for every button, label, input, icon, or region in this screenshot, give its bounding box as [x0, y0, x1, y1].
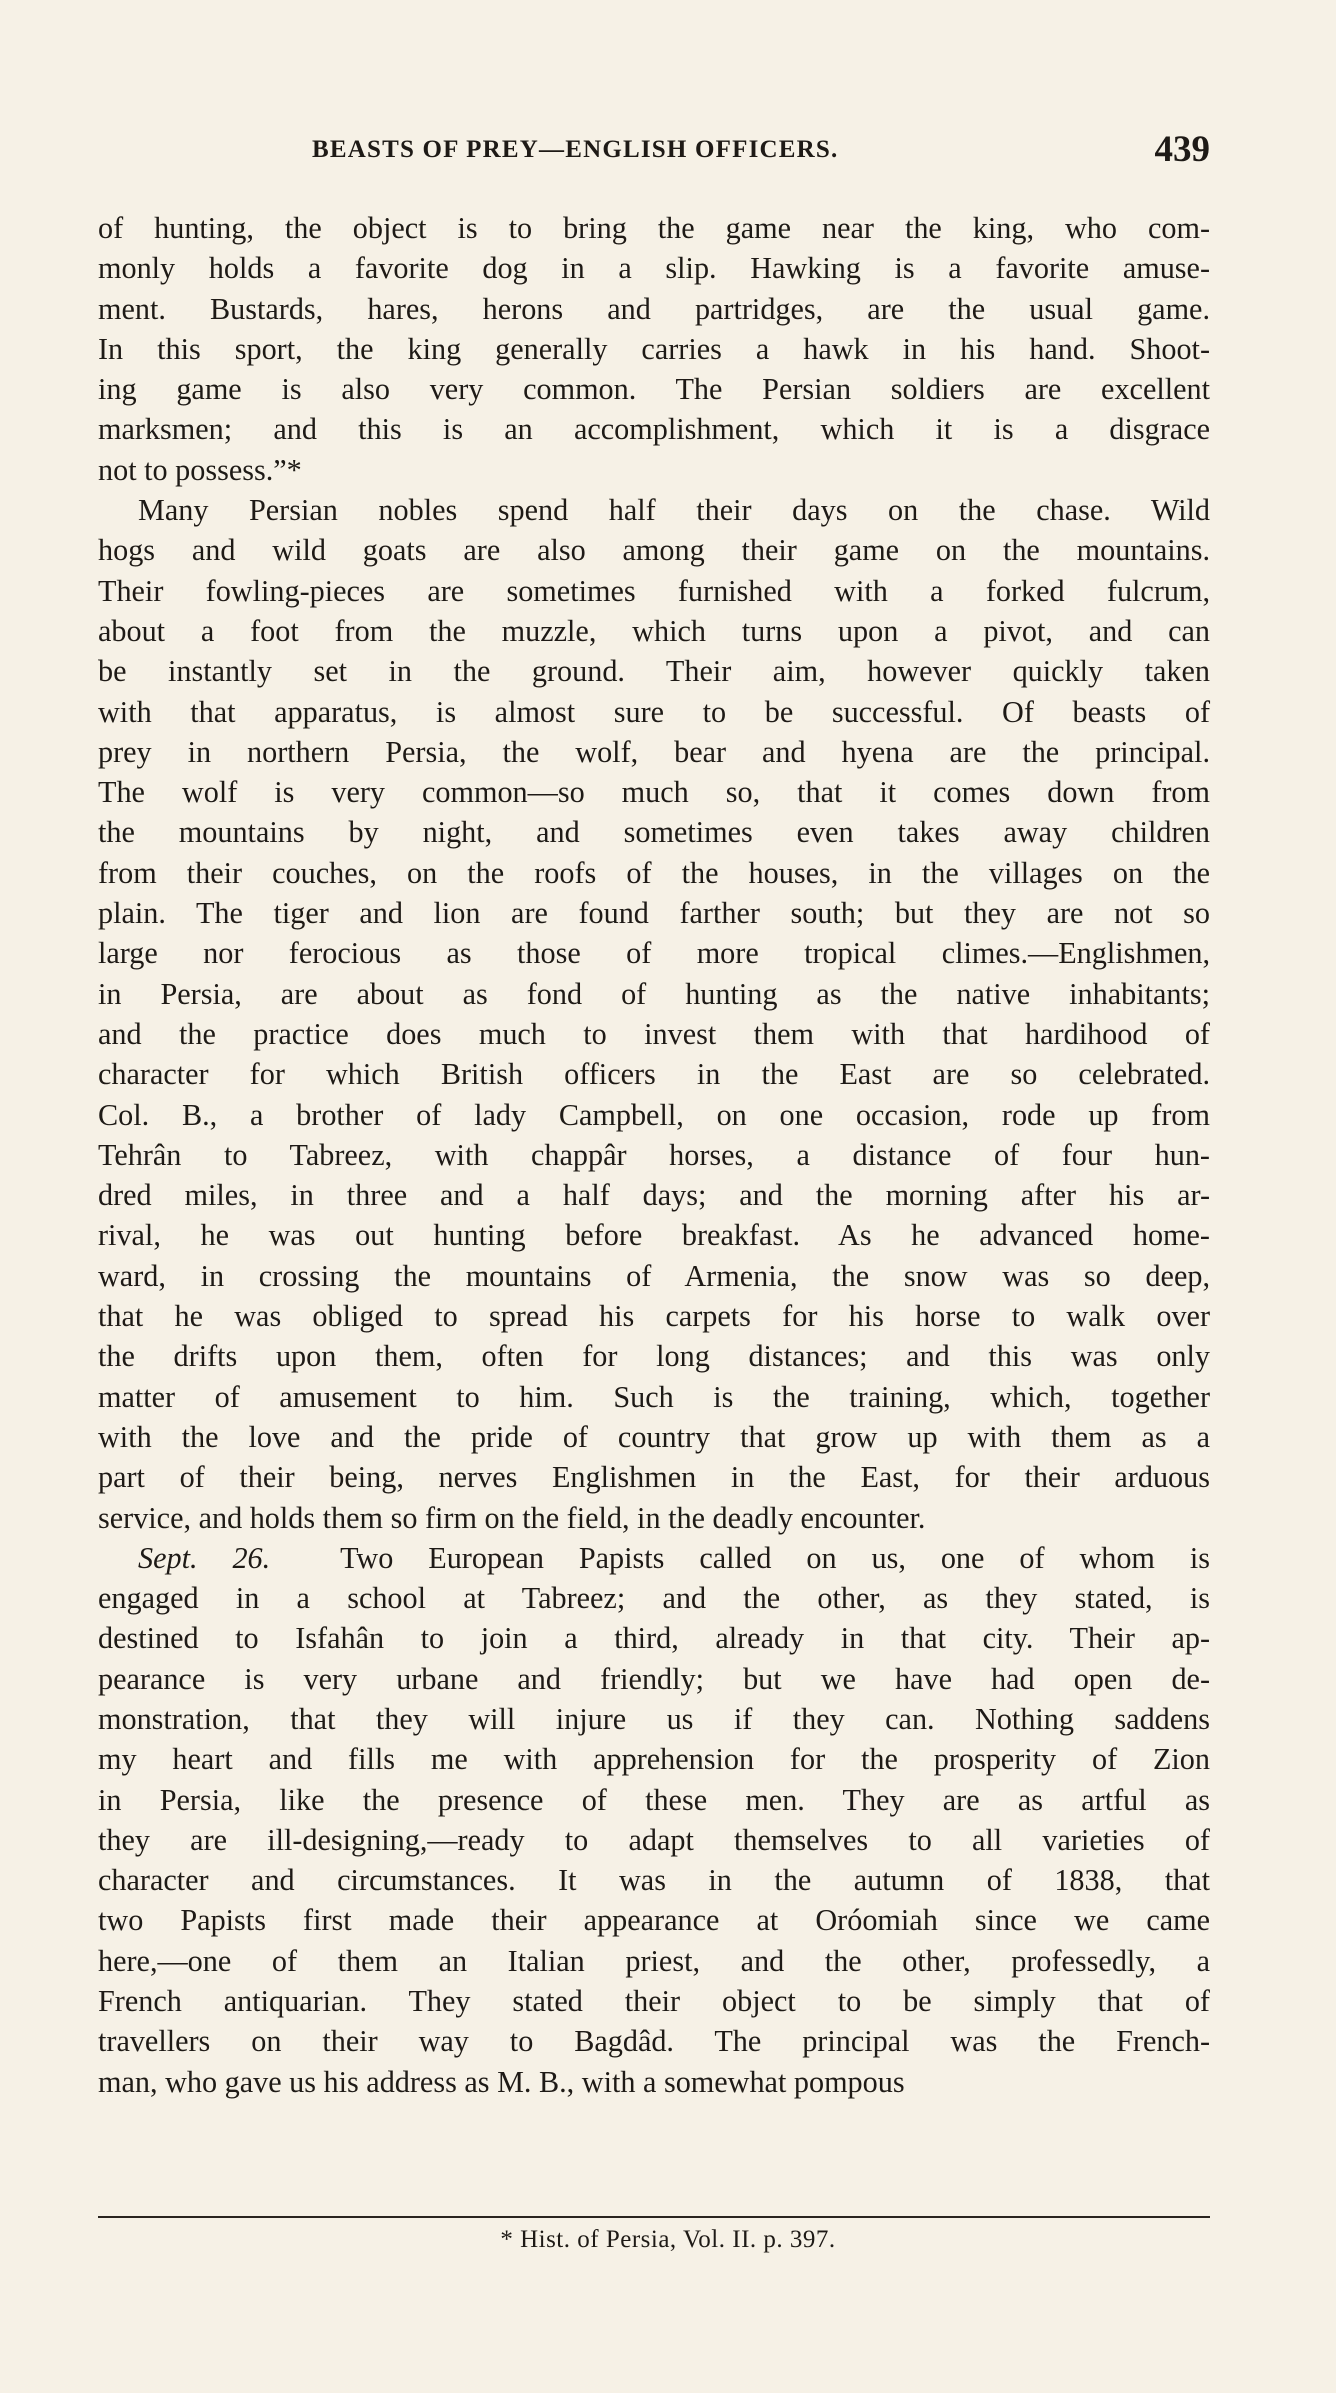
text-line: about a foot from the muzzle, which turns upon a pivot, and can — [98, 613, 1210, 648]
text-line: be instantly set in the ground. Their aim, however quickly taken — [98, 654, 1210, 689]
text-line: Many Persian nobles spend half their days on the chase. Wild — [138, 493, 1210, 528]
text-line: marksmen; and this is an accomplishment, which it is a disgrace — [98, 412, 1210, 447]
text-line: in Persia, like the presence of these men. They are as artful as — [98, 1782, 1210, 1817]
text-line: service, and holds them so firm on the field, in the deadly encounter. — [98, 1500, 926, 1535]
body-text — [98, 208, 1210, 2102]
text-line: from their couches, on the roofs of the houses, in the villages on the — [98, 855, 1210, 890]
text-line: travellers on their way to Bagdâd. The principal was the French- — [98, 2024, 1210, 2059]
text-line: prey in northern Persia, the wolf, bear and hyena are the principal. — [98, 734, 1210, 769]
text-line: matter of amusement to him. Such is the training, which, together — [98, 1379, 1210, 1414]
text-line: in Persia, are about as fond of hunting as the native inhabitants; — [98, 976, 1210, 1011]
text-line: Col. B., a brother of lady Campbell, on one occasion, rode up from — [98, 1097, 1210, 1132]
text-line: of hunting, the object is to bring the game near the king, who com- — [98, 211, 1210, 245]
text-line: destined to Isfahân to join a third, already in that city. Their ap- — [98, 1621, 1210, 1656]
text-line: ing game is also very common. The Persian soldiers are excellent — [98, 372, 1210, 407]
text-line: ward, in crossing the mountains of Armenia, the snow was so deep, — [98, 1258, 1210, 1293]
text-line: large nor ferocious as those of more tropical climes.—Englishmen, — [98, 936, 1210, 971]
text-line: engaged in a school at Tabreez; and the other, as they stated, is — [98, 1581, 1210, 1616]
text-line: the mountains by night, and sometimes even takes away children — [98, 815, 1210, 850]
text-line: with that apparatus, is almost sure to be successful. Of beasts of — [98, 694, 1210, 729]
text-line: Tehrân to Tabreez, with chappâr horses, a distance of four hun- — [98, 1137, 1210, 1172]
sept-date: Sept. 26. — [138, 1540, 271, 1575]
page-number: 439 — [1154, 129, 1210, 170]
text-line: they are ill-designing,—ready to adapt themselves to all varieties of — [98, 1822, 1210, 1857]
text-line: ment. Bustards, hares, herons and partridges, are the usual game. — [98, 291, 1210, 326]
text-line: character and circumstances. It was in the autumn of 1838, that — [98, 1863, 1210, 1898]
text-line: rival, he was out hunting before breakfast. As he advanced home- — [98, 1218, 1210, 1253]
text-line: character for which British officers in the East are so celebrated. — [98, 1057, 1210, 1092]
text-line: here,—one of them an Italian priest, and the other, professedly, a — [98, 1943, 1210, 1978]
text-line: the drifts upon them, often for long distances; and this was only — [98, 1339, 1210, 1374]
text-line: French antiquarian. They stated their object to be simply that of — [98, 1984, 1210, 2019]
text-line-sept — [98, 1538, 1210, 1578]
text-line: not to possess.”* — [98, 452, 302, 487]
text-line: with the love and the pride of country that grow up with them as a — [98, 1419, 1210, 1454]
text-line: two Papists first made their appearance at Oróomiah since we came — [98, 1903, 1210, 1938]
footnote: * Hist. of Persia, Vol. II. p. 397. — [500, 2226, 836, 2253]
running-head — [98, 128, 1210, 178]
text-line: hogs and wild goats are also among their game on the mountains. — [98, 533, 1210, 568]
text-line: part of their being, nerves Englishmen in the East, for their arduous — [98, 1460, 1210, 1495]
text-line: pearance is very urbane and friendly; but we have had open de- — [98, 1661, 1210, 1696]
text-line: that he was obliged to spread his carpets for his horse to walk over — [98, 1299, 1210, 1334]
text-line: man, who gave us his address as M. B., with a somewhat pompous — [98, 2064, 905, 2099]
text-line: Their fowling-pieces are sometimes furnished with a forked fulcrum, — [98, 573, 1210, 608]
footnote-rule — [98, 2216, 1210, 2218]
text-line: dred miles, in three and a half days; and the morning after his ar- — [98, 1178, 1210, 1213]
text-line: and the practice does much to invest them with that hardihood of — [98, 1016, 1210, 1051]
text-line: monly holds a favorite dog in a slip. Hawking is a favorite amuse- — [98, 251, 1210, 286]
text-line: plain. The tiger and lion are found farther south; but they are not so — [98, 896, 1210, 931]
text-line: my heart and fills me with apprehension for the prosperity of Zion — [98, 1742, 1210, 1777]
running-title: BEASTS OF PREY—ENGLISH OFFICERS. — [312, 136, 839, 163]
sept-line-text: Two European Papists called on us, one of whom is — [340, 1540, 1210, 1575]
text-line: The wolf is very common—so much so, that it comes down from — [98, 775, 1210, 810]
text-line: monstration, that they will injure us if they can. Nothing saddens — [98, 1701, 1210, 1736]
text-line: In this sport, the king generally carries a hawk in his hand. Shoot- — [98, 331, 1210, 366]
